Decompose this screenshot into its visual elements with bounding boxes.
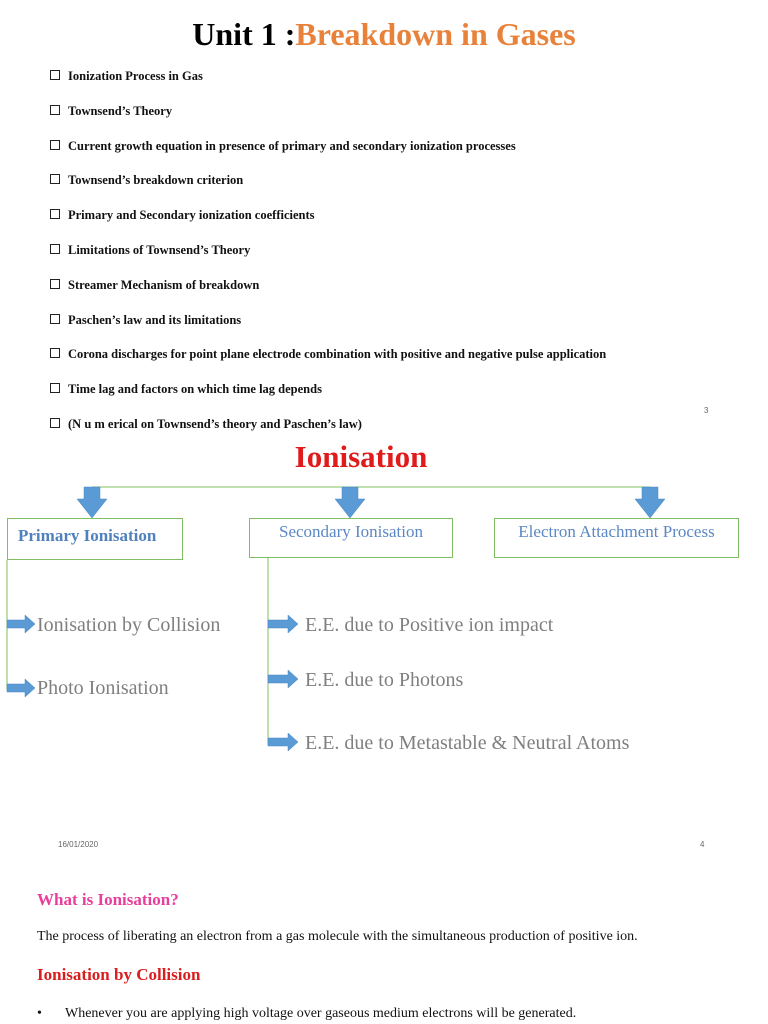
topic-text: Time lag and factors on which time lag depends — [68, 382, 322, 397]
section-heading-ionisation-by-collision: Ionisation by Collision — [37, 965, 201, 984]
right-arrow-icon — [7, 615, 35, 633]
topic-text: Townsend’s Theory — [68, 103, 173, 118]
child-ee-metastable: E.E. due to Metastable & Neutral Atoms — [305, 732, 630, 754]
topic-text: Paschen’s law and its limitations — [68, 312, 242, 327]
list-item — [37, 1005, 576, 1023]
child-ee-positive-ion: E.E. due to Positive ion impact — [305, 614, 554, 636]
bullet-dot-icon: • — [37, 1006, 42, 1021]
topic-text: (N u m erical on Townsend’s theory and Paschen’s law) — [68, 416, 362, 431]
node-secondary-ionisation: Secondary Ionisation — [249, 518, 453, 558]
topic-text: Corona discharges for point plane electrode combination with positive and negative pulse application — [68, 347, 607, 362]
topic-text: Limitations of Townsend’s Theory — [68, 242, 251, 257]
down-arrow-icon — [335, 487, 365, 518]
down-arrow-icon — [635, 487, 665, 518]
definition-text: The process of liberating an electron from a gas molecule with the simultaneous production of positive ion. — [37, 929, 638, 944]
topic-text: Townsend’s breakdown criterion — [68, 173, 244, 188]
unit-title-prefix: Unit 1 : — [192, 16, 296, 52]
slide-number: 3 — [704, 406, 709, 415]
slide-date: 16/01/2020 — [58, 840, 99, 849]
node-electron-attachment: Electron Attachment Process — [494, 518, 739, 558]
diagram-title: Ionisation — [294, 439, 428, 474]
right-arrow-icon — [268, 733, 298, 751]
right-arrow-icon — [268, 615, 298, 633]
child-photo-ionisation: Photo Ionisation — [37, 677, 169, 699]
section-heading-what-is-ionisation: What is Ionisation? — [37, 890, 179, 909]
child-ionisation-by-collision: Ionisation by Collision — [37, 614, 221, 636]
topic-text: Primary and Secondary ionization coefficients — [68, 208, 315, 223]
unit-title-topic: Breakdown in Gases — [295, 16, 576, 52]
topic-text: Ionization Process in Gas — [68, 69, 203, 83]
right-arrow-icon — [268, 670, 298, 688]
bullet-text: Whenever you are applying high voltage over gaseous medium electrons will be generated. — [65, 1006, 577, 1021]
slide-number: 4 — [700, 840, 705, 849]
topic-text: Current growth equation in presence of primary and secondary ionization processes — [68, 138, 516, 153]
topic-text: Streamer Mechanism of breakdown — [68, 277, 260, 292]
down-arrow-icon — [77, 487, 107, 518]
right-arrow-icon — [7, 679, 35, 697]
node-primary-ionisation: Primary Ionisation — [7, 518, 183, 560]
child-ee-photons: E.E. due to Photons — [305, 669, 464, 691]
